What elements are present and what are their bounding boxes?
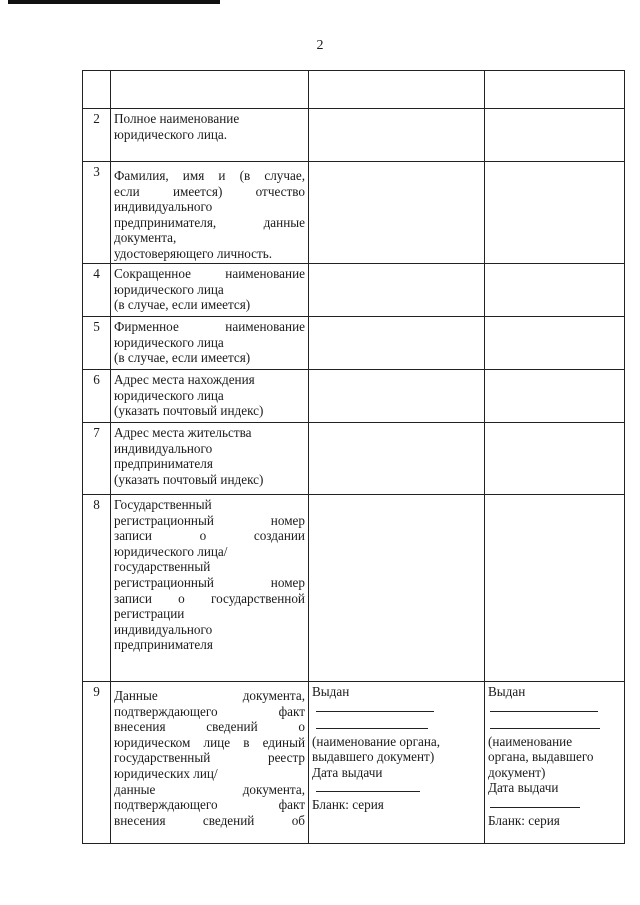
label-line: индивидуального	[114, 621, 213, 637]
issued-by-cell	[485, 682, 625, 844]
issuer-blank-line[interactable]	[490, 717, 600, 729]
value-cell[interactable]	[309, 109, 485, 162]
value-cell[interactable]	[309, 423, 485, 495]
label-line: предпринимателя	[114, 456, 213, 472]
row-number: 8	[83, 495, 111, 682]
table-row-2	[83, 109, 625, 162]
issue-date-blank-line[interactable]	[316, 780, 420, 792]
row-number: 4	[83, 264, 111, 317]
row-label	[111, 370, 309, 423]
value-cell[interactable]	[485, 423, 625, 495]
row-label	[111, 317, 309, 370]
value-cell[interactable]	[309, 317, 485, 370]
label-line: документа,	[114, 230, 177, 246]
row-number: 7	[83, 423, 111, 495]
label-line: если имеется) отчество	[114, 183, 305, 199]
label-line: Сокращенное наименование	[114, 266, 305, 281]
label-line: юридических лиц/	[114, 765, 218, 781]
label-line: подтверждающего факт	[114, 797, 305, 813]
issued-by-label: Выдан	[312, 684, 350, 699]
table-row-8	[83, 495, 625, 682]
label-line: данные документа,	[114, 781, 305, 797]
row-label	[111, 495, 309, 682]
value-cell[interactable]	[309, 370, 485, 423]
value-cell[interactable]	[309, 495, 485, 682]
table-row-6	[83, 370, 625, 423]
form-table	[82, 70, 625, 844]
label-line: Государственный	[114, 497, 212, 512]
label-line: регистрационный номер	[114, 574, 305, 590]
value-cell[interactable]	[485, 162, 625, 264]
value-cell[interactable]	[485, 317, 625, 370]
form-series-label: Бланк: серия	[312, 797, 384, 813]
label-line: юридического лица	[114, 334, 224, 350]
issued-by-label: Выдан	[488, 684, 526, 699]
row-number: 3	[83, 162, 111, 264]
label-line: Фамилия, имя и (в случае,	[114, 168, 305, 183]
label-line: (в случае, если имеется)	[114, 297, 251, 313]
cell-empty	[485, 71, 625, 109]
row-label	[111, 682, 309, 844]
label-line: удостоверяющего личность.	[114, 245, 273, 261]
label-line: внесения сведений о	[114, 719, 305, 735]
value-cell[interactable]	[485, 370, 625, 423]
cell-empty	[309, 71, 485, 109]
form-series-label: Бланк: серия	[488, 812, 560, 828]
label-line: подтверждающего факт	[114, 703, 305, 719]
authority-note: выдавшего документ)	[312, 749, 435, 765]
label-line: Данные документа,	[114, 688, 305, 703]
label-line: юридического лица.	[114, 126, 228, 142]
label-line: юридического лица	[114, 281, 224, 297]
authority-note: органа, выдавшего	[488, 749, 594, 765]
table-header-row	[83, 71, 625, 109]
label-line: юридического лица	[114, 387, 224, 403]
row-label	[111, 423, 309, 495]
label-line: юридическом лице в единый	[114, 734, 305, 750]
page-number: 2	[316, 38, 324, 53]
label-line: (в случае, если имеется)	[114, 350, 251, 366]
row-number: 2	[83, 109, 111, 162]
table-row-7	[83, 423, 625, 495]
label-line: Адрес места жительства	[114, 425, 252, 440]
label-line: предпринимателя	[114, 637, 213, 653]
issuer-blank-line[interactable]	[316, 717, 428, 729]
label-line: Фирменное наименование	[114, 319, 305, 334]
value-cell[interactable]	[485, 109, 625, 162]
label-line: индивидуального	[114, 199, 213, 215]
row-number: 5	[83, 317, 111, 370]
table-row-3	[83, 162, 625, 264]
label-line: предпринимателя, данные	[114, 214, 305, 230]
table-row-4	[83, 264, 625, 317]
issue-date-label: Дата выдачи	[488, 780, 559, 796]
label-line: регистрационный номер	[114, 512, 305, 528]
label-line: государственный реестр	[114, 750, 305, 766]
label-line: внесения сведений об	[114, 812, 305, 828]
label-line: индивидуального	[114, 440, 213, 456]
value-cell[interactable]	[309, 264, 485, 317]
cell-empty	[111, 71, 309, 109]
value-cell[interactable]	[485, 264, 625, 317]
authority-note: (наименование	[488, 733, 573, 749]
issue-date-label: Дата выдачи	[312, 764, 383, 780]
label-line: записи о создании	[114, 528, 305, 544]
authority-note: документ)	[488, 764, 546, 780]
label-line: юридического лица/	[114, 543, 228, 559]
value-cell[interactable]	[485, 495, 625, 682]
row-number: 9	[83, 682, 111, 844]
issuer-blank-line[interactable]	[490, 700, 598, 712]
label-line: регистрации	[114, 606, 185, 622]
label-line: государственный	[114, 559, 211, 575]
row-label	[111, 162, 309, 264]
authority-note: (наименование органа,	[312, 733, 441, 749]
label-line: (указать почтовый индекс)	[114, 471, 264, 487]
row-number: 6	[83, 370, 111, 423]
label-line: Адрес места нахождения	[114, 372, 255, 387]
label-line: (указать почтовый индекс)	[114, 403, 264, 419]
row-label	[111, 264, 309, 317]
row-label	[111, 109, 309, 162]
label-line: записи о государственной	[114, 590, 305, 606]
issuer-blank-line[interactable]	[316, 700, 434, 712]
table-row-5	[83, 317, 625, 370]
table-row-9	[83, 682, 625, 844]
value-cell[interactable]	[309, 162, 485, 264]
cell-empty	[83, 71, 111, 109]
issue-date-blank-line[interactable]	[490, 796, 580, 808]
label-line: Полное наименование	[114, 111, 240, 126]
scan-edge-mark	[8, 0, 220, 4]
issued-by-cell	[309, 682, 485, 844]
